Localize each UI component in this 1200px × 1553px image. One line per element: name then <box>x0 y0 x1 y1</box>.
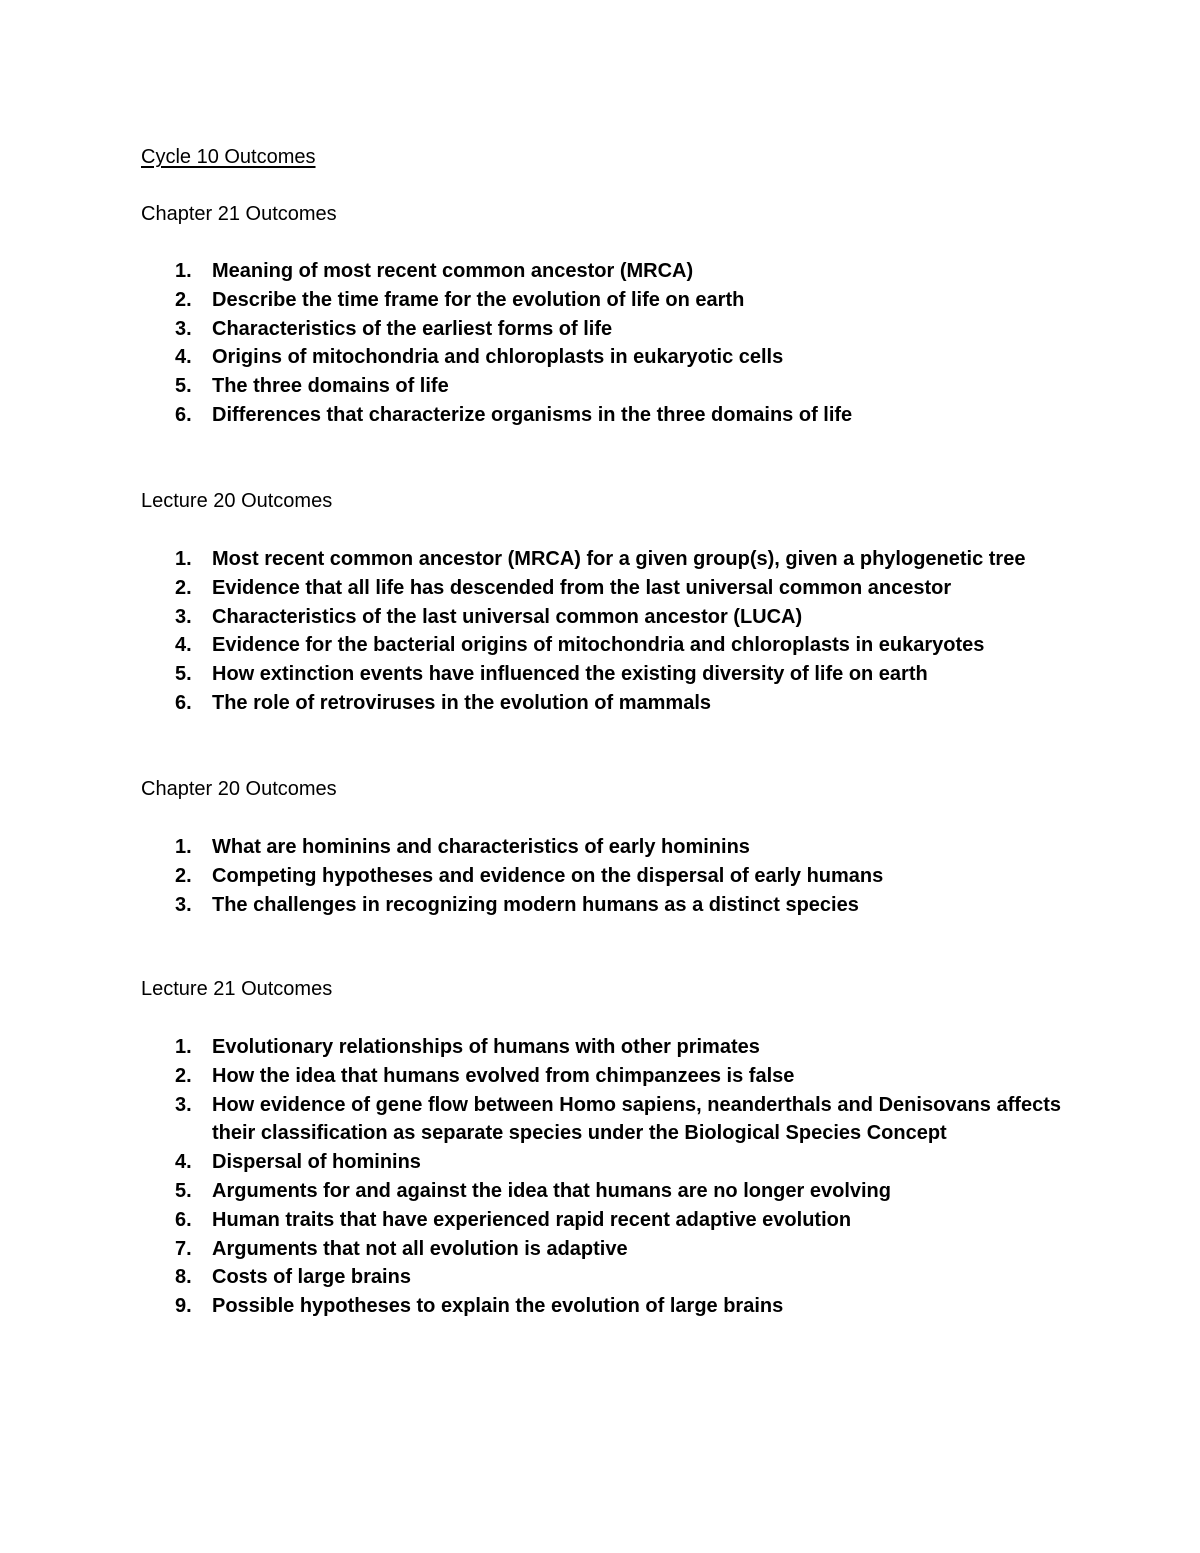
item-number: 6. <box>175 1208 192 1231</box>
list-item <box>141 631 1061 660</box>
item-number: 3. <box>175 1093 192 1116</box>
item-text: Characteristics of the last universal common ancestor (LUCA) <box>212 605 803 628</box>
item-text: Dispersal of hominins <box>212 1151 421 1174</box>
item-number: 1. <box>175 260 192 282</box>
list-item <box>141 372 1061 401</box>
list-item <box>141 574 1061 603</box>
outcome-list-lecture-21 <box>141 1033 1061 1321</box>
item-text: Human traits that have experienced rapid recent adaptive evolution <box>212 1208 852 1231</box>
item-text: Competing hypotheses and evidence on the dispersal of early humans <box>212 864 884 887</box>
outcome-list-lecture-20 <box>141 545 1061 718</box>
item-text: The challenges in recognizing modern humans as a distinct species <box>212 893 859 916</box>
item-text: How extinction events have influenced the existing diversity of life on earth <box>212 663 928 686</box>
item-text: Evolutionary relationships of humans with other primates <box>212 1036 760 1058</box>
list-item <box>141 603 1061 632</box>
item-text: Meaning of most recent common ancestor (MRCA) <box>212 260 694 282</box>
item-number: 4. <box>175 346 192 369</box>
item-text: The role of retroviruses in the evolution of mammals <box>212 691 711 714</box>
list-item <box>141 545 1061 574</box>
section-heading-lecture-21: Lecture 21 Outcomes <box>141 978 333 1000</box>
item-number: 2. <box>175 1064 192 1087</box>
item-number: 7. <box>175 1237 192 1260</box>
item-number: 1. <box>175 548 192 570</box>
outcome-list-chapter-20 <box>141 833 1061 919</box>
item-number: 5. <box>175 1179 192 1202</box>
item-number: 6. <box>175 403 192 426</box>
item-text: Possible hypotheses to explain the evolution of large brains <box>212 1295 784 1318</box>
item-text: The three domains of life <box>212 375 449 398</box>
item-number: 5. <box>175 663 192 686</box>
item-text: How the idea that humans evolved from chimpanzees is false <box>212 1064 795 1087</box>
list-item <box>141 891 1061 920</box>
list-item <box>141 401 1061 430</box>
item-number: 9. <box>175 1295 192 1318</box>
item-text: What are hominins and characteristics of early hominins <box>212 836 750 858</box>
list-item <box>141 1148 1061 1177</box>
item-number: 3. <box>175 605 192 628</box>
section-heading-chapter-20: Chapter 20 Outcomes <box>141 778 337 800</box>
list-item <box>141 1263 1061 1292</box>
item-number: 1. <box>175 1036 192 1058</box>
list-item <box>141 689 1061 718</box>
item-text: Differences that characterize organisms in the three domains of life <box>212 403 853 426</box>
list-item <box>141 257 1061 286</box>
document-title: Cycle 10 Outcomes <box>141 146 316 168</box>
item-number: 1. <box>175 836 192 858</box>
list-item <box>141 862 1061 891</box>
list-item <box>141 660 1061 689</box>
list-item <box>141 1206 1061 1235</box>
section-heading-lecture-20: Lecture 20 Outcomes <box>141 490 333 512</box>
list-item <box>141 833 1061 862</box>
item-text: Evidence for the bacterial origins of mitochondria and chloroplasts in eukaryotes <box>212 634 985 657</box>
item-number: 8. <box>175 1266 192 1289</box>
list-item <box>141 1292 1061 1321</box>
item-text: Characteristics of the earliest forms of life <box>212 317 613 340</box>
list-item <box>141 343 1061 372</box>
list-item <box>141 1062 1061 1091</box>
list-item <box>141 1091 1061 1149</box>
item-number: 2. <box>175 288 192 311</box>
list-item <box>141 1033 1061 1062</box>
item-text: How evidence of gene flow between Homo sapiens, neanderthals and Denisovans affects their classification as separate species under the Biological Species Concept <box>212 1093 1061 1145</box>
item-text: Origins of mitochondria and chloroplasts in eukaryotic cells <box>212 346 784 369</box>
item-text: Most recent common ancestor (MRCA) for a given group(s), given a phylogenetic tree <box>212 548 1026 570</box>
item-number: 6. <box>175 691 192 714</box>
item-text: Arguments that not all evolution is adaptive <box>212 1237 628 1260</box>
list-item <box>141 286 1061 315</box>
list-item <box>141 1177 1061 1206</box>
item-number: 3. <box>175 893 192 916</box>
item-text: Describe the time frame for the evolution of life on earth <box>212 288 745 311</box>
section-heading-chapter-21: Chapter 21 Outcomes <box>141 203 337 225</box>
item-text: Arguments for and against the idea that humans are no longer evolving <box>212 1179 891 1202</box>
list-item <box>141 315 1061 344</box>
item-number: 2. <box>175 864 192 887</box>
item-number: 3. <box>175 317 192 340</box>
item-text: Costs of large brains <box>212 1266 411 1289</box>
item-number: 5. <box>175 375 192 398</box>
item-text: Evidence that all life has descended from the last universal common ancestor <box>212 576 952 599</box>
item-number: 4. <box>175 634 192 657</box>
item-number: 2. <box>175 576 192 599</box>
outcome-list-chapter-21 <box>141 257 1061 430</box>
list-item <box>141 1235 1061 1264</box>
item-number: 4. <box>175 1151 192 1174</box>
